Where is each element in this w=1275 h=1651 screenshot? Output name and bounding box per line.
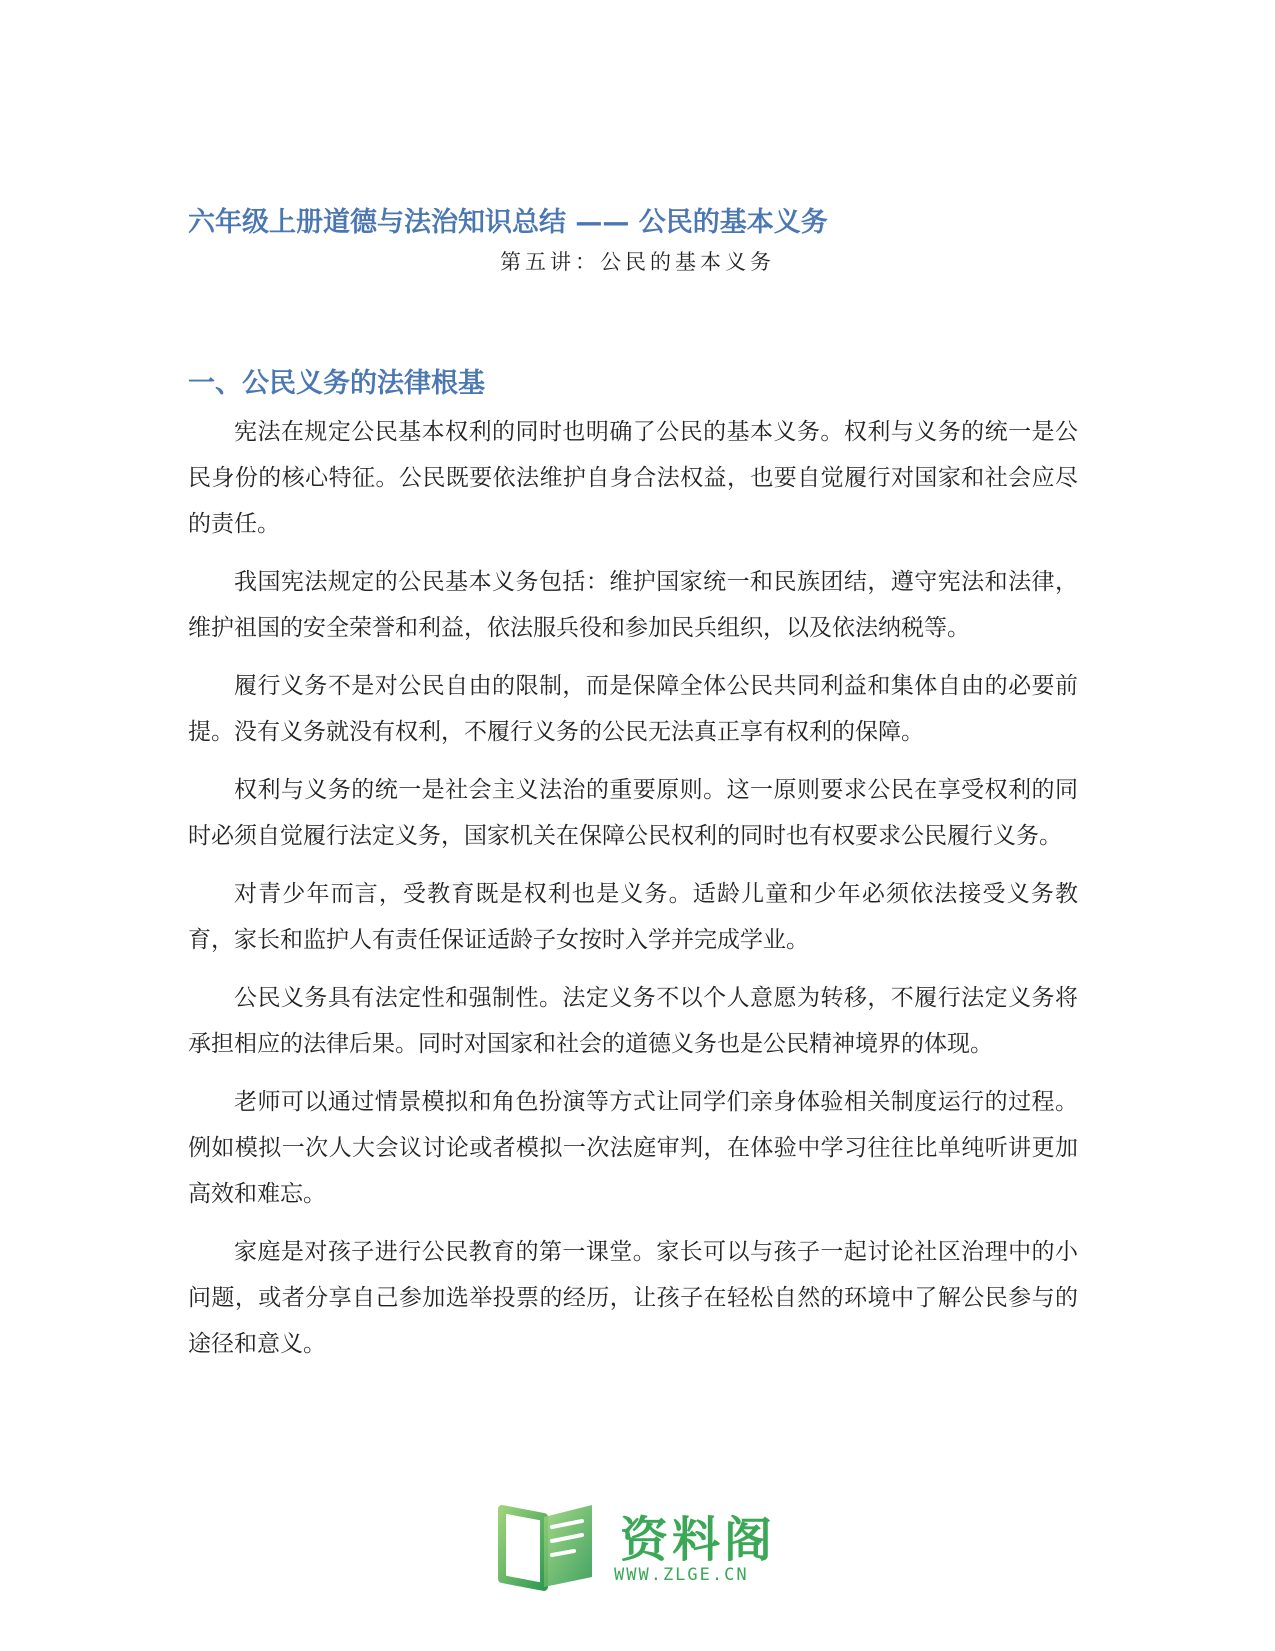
section-heading: 一、公民义务的法律根基 xyxy=(188,368,485,399)
document-subtitle: 第五讲：公民的基本义务 xyxy=(500,250,775,274)
paragraph: 家庭是对孩子进行公民教育的第一课堂。家长可以与孩子一起讨论社区治理中的小问题，或者分享自己参加选举投票的经历，让孩子在轻松自然的环境中了解公民参与的途径和意义。 xyxy=(188,1239,1078,1357)
paragraph: 对青少年而言，受教育既是权利也是义务。适龄儿童和少年必须依法接受义务教育，家长和监护人有责任保证适龄子女按时入学并完成学业。 xyxy=(188,881,1078,953)
paragraph: 权利与义务的统一是社会主义法治的重要原则。这一原则要求公民在享受权利的同时必须自觉履行法定义务，国家机关在保障公民权利的同时也有权要求公民履行义务。 xyxy=(188,777,1078,849)
paragraph: 公民义务具有法定性和强制性。法定义务不以个人意愿为转移，不履行法定义务将承担相应的法律后果。同时对国家和社会的道德义务也是公民精神境界的体现。 xyxy=(188,985,1078,1057)
paragraph: 我国宪法规定的公民基本义务包括：维护国家统一和民族团结，遵守宪法和法律，维护祖国的安全荣誉和利益，依法服兵役和参加民兵组织，以及依法纳税等。 xyxy=(188,569,1078,641)
paragraph: 老师可以通过情景模拟和角色扮演等方式让同学们亲身体验相关制度运行的过程。例如模拟一次人大会议讨论或者模拟一次法庭审判，在体验中学习往往比单纯听讲更加高效和难忘。 xyxy=(188,1089,1078,1207)
paragraph: 履行义务不是对公民自由的限制，而是保障全体公民共同利益和集体自由的必要前提。没有义务就没有权利，不履行义务的公民无法真正享有权利的保障。 xyxy=(188,673,1078,745)
document-title: 六年级上册道德与法治知识总结 —— 公民的基本义务 xyxy=(188,207,828,238)
watermark-url: WWW.ZLGE.CN xyxy=(614,1565,749,1585)
paragraph: 宪法在规定公民基本权利的同时也明确了公民的基本义务。权利与义务的统一是公民身份的核心特征。公民既要依法维护自身合法权益，也要自觉履行对国家和社会应尽的责任。 xyxy=(188,419,1078,537)
body-text xyxy=(188,409,1078,1379)
watermark-name: 资料阁 xyxy=(620,1512,777,1568)
watermark-logo xyxy=(494,1495,784,1595)
